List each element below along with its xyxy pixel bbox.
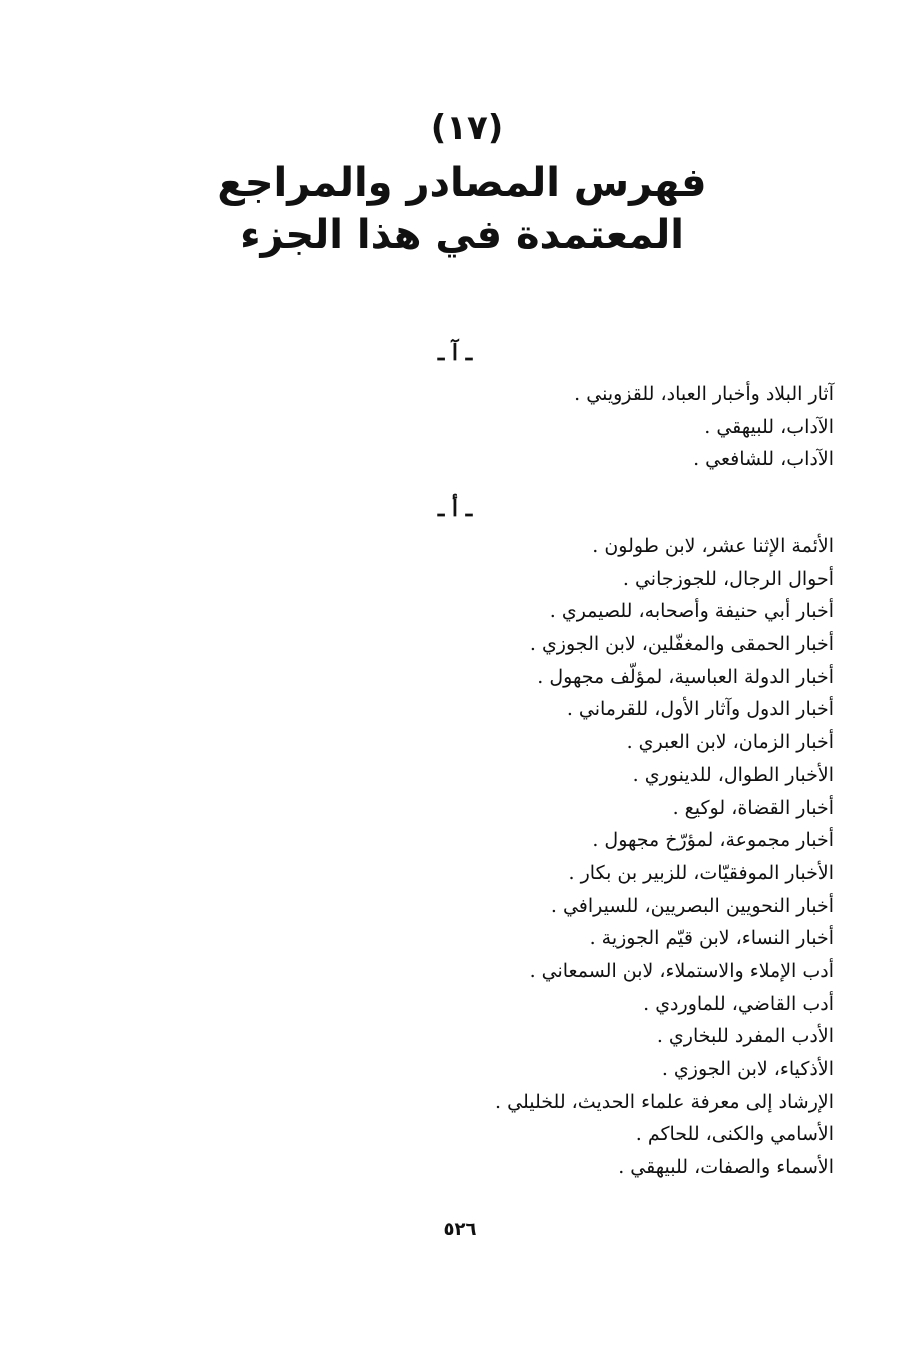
entry-list-alif-madda [334,378,834,476]
list-item: الأخبار الطوال، للدينوري . [632,763,834,786]
list-item: الأئمة الإثنا عشر، لابن طولون . [592,535,834,557]
list-item: آثار البلاد وأخبار العباد، للقزويني . [574,383,834,405]
list-item: أخبار مجموعة، لمؤرّخ مجهول . [592,829,834,852]
list-item: أخبار القضاة، لوكيع . [672,796,834,819]
list-item: الأدب المفرد للبخاري . [656,1025,834,1048]
list-item: أخبار الدول وآثار الأول، للقرماني . [566,698,834,721]
chapter-number: (١٧) [430,108,504,148]
entry-list-alif-hamza [334,530,834,1184]
list-item: الأسماء والصفات، للبيهقي . [618,1156,834,1179]
list-item: الآداب، للشافعي . [693,448,834,471]
list-item: أخبار الزمان، لابن العبري . [626,731,834,754]
section-letter-alif-madda: ـ آ ـ [437,340,473,366]
page-title-line-1: فهرس المصادر والمراجع [217,160,707,206]
list-item: الأخبار الموفقيّات، للزبير بن بكار . [568,861,834,884]
list-item: أخبار النحويين البصريين، للسيرافي . [550,894,834,917]
list-item: أخبار أبي حنيفة وأصحابه، للصيمري . [549,600,834,623]
list-item: الأسامي والكنى، للحاكم . [635,1123,834,1146]
page-number: ٥٢٦ [443,1219,477,1240]
list-item: الإرشاد إلى معرفة علماء الحديث، للخليلي . [495,1090,834,1113]
list-item: أخبار الدولة العباسية، لمؤلّف مجهول . [537,665,834,688]
list-item: أخبار الحمقى والمغفّلين، لابن الجوزي . [529,633,834,656]
list-item: أحوال الرجال، للجوزجاني . [622,567,834,590]
section-letter-alif-hamza: ـ أ ـ [437,496,473,522]
list-item: الأذكياء، لابن الجوزي . [661,1058,834,1080]
page-title-line-2: المعتمدة في هذا الجزء [240,212,684,258]
list-item: أدب الإملاء والاستملاء، لابن السمعاني . [529,959,834,982]
list-item: أدب القاضي، للماوردي . [643,992,834,1015]
list-item: الآداب، للبيهقي . [704,415,834,438]
list-item: أخبار النساء، لابن قيّم الجوزية . [589,927,834,950]
